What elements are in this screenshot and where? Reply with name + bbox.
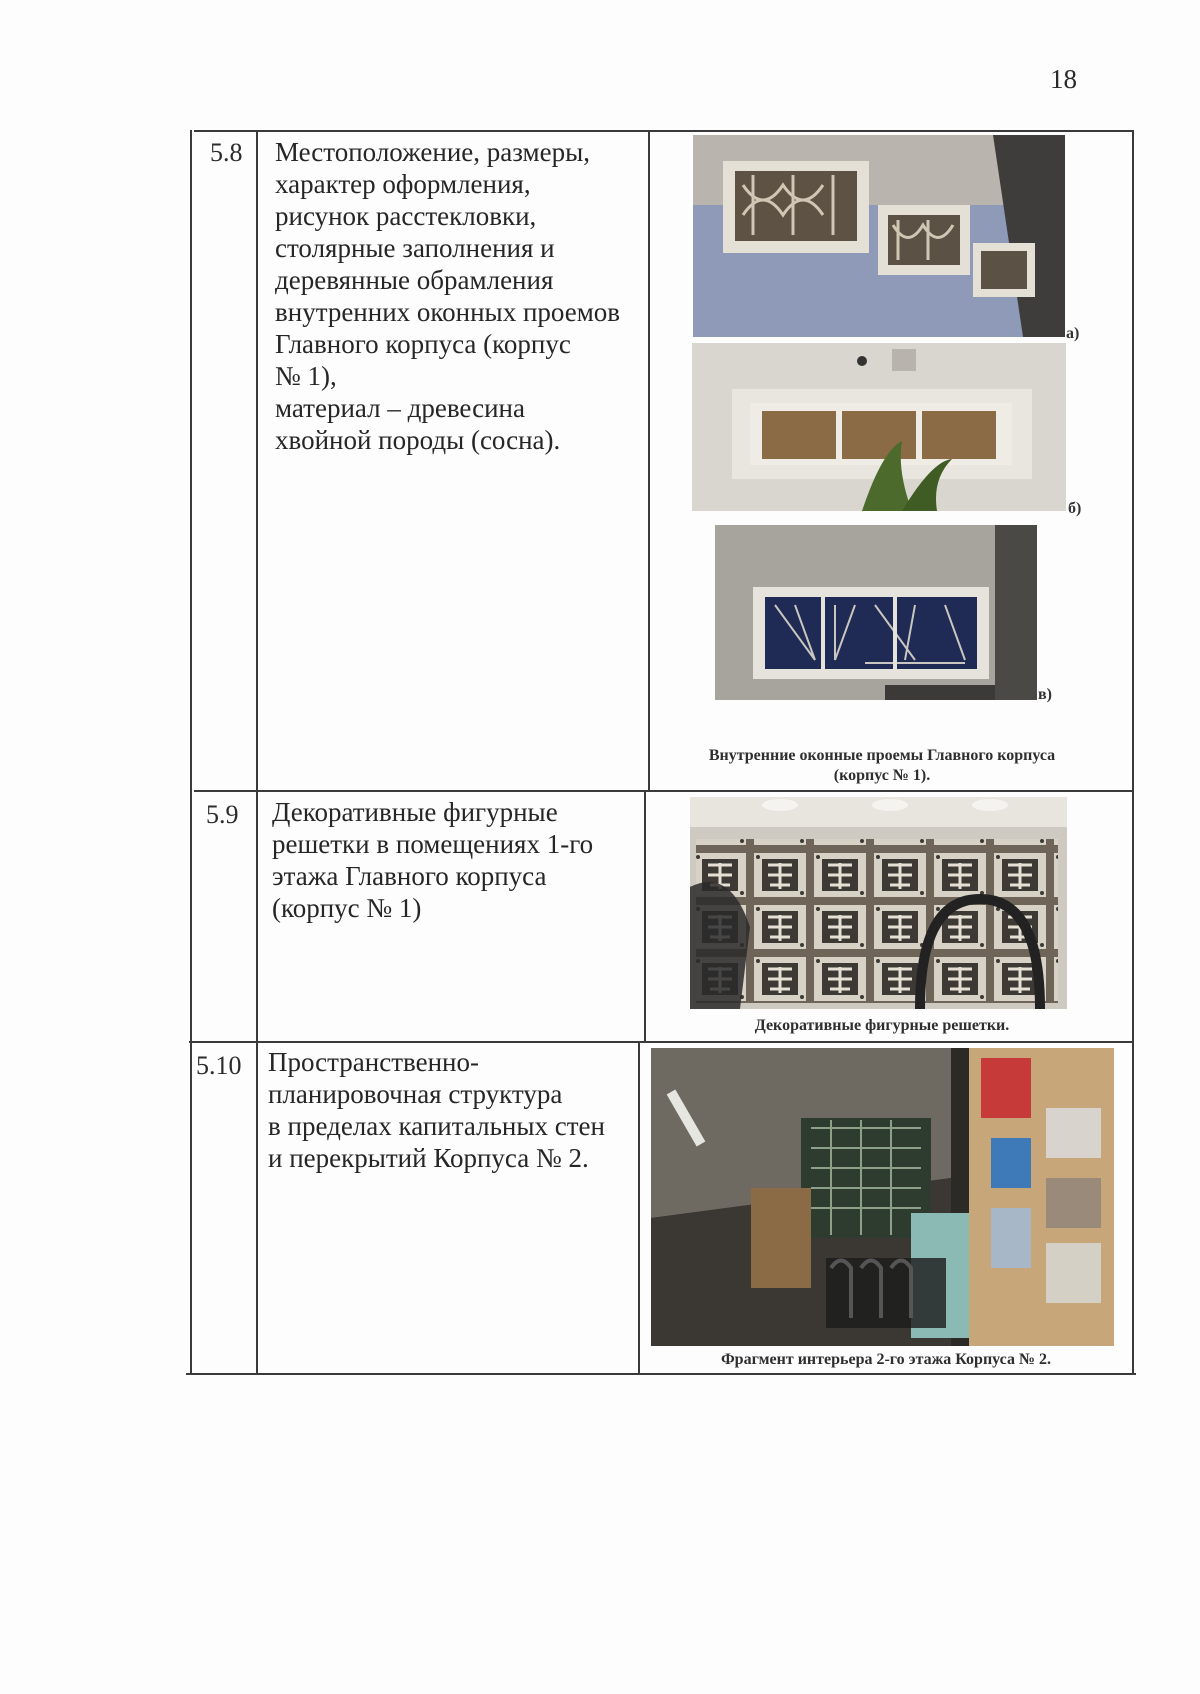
description-line: внутренних оконных проемов <box>275 297 621 327</box>
row-divider-2 <box>189 1041 1134 1043</box>
description-line: столярные заполнения и <box>275 233 555 263</box>
row-description <box>268 1046 605 1174</box>
description-line: Главного корпуса (корпус <box>275 329 571 359</box>
description-line: и перекрытий Корпуса № 2. <box>268 1143 589 1173</box>
column-divider-photo-row2 <box>644 791 646 1043</box>
table-border-left <box>190 130 192 1374</box>
photo-tag: в) <box>1038 686 1052 703</box>
caption-line: Декоративные фигурные решетки. <box>754 1017 1010 1034</box>
heritage-table <box>186 130 1138 1375</box>
row-divider-1 <box>194 790 1134 792</box>
caption-line: Внутренние оконные проемы Главного корпуса <box>708 747 1056 764</box>
photo-window-a <box>693 135 1065 337</box>
photo-tag: а) <box>1066 325 1080 342</box>
row-description <box>272 796 593 924</box>
description-line: в пределах капитальных стен <box>268 1111 605 1141</box>
description-line: деревянные обрамления <box>275 265 554 295</box>
column-divider-photo-row1 <box>648 130 650 792</box>
row-number: 5.10 <box>196 1051 242 1080</box>
caption-line: Фрагмент интерьера 2-го этажа Корпуса № 2. <box>720 1351 1052 1368</box>
description-line: Декоративные фигурные <box>272 797 558 827</box>
page-number: 18 <box>1050 64 1077 94</box>
description-line: планировочная структура <box>268 1079 563 1109</box>
column-divider-number <box>256 130 258 1374</box>
photo-window-c <box>715 525 1037 700</box>
table-border-top <box>194 130 1134 132</box>
row-number: 5.9 <box>206 800 239 829</box>
description-line: № 1), <box>275 361 337 391</box>
photo-tag: б) <box>1068 500 1082 517</box>
row-number: 5.8 <box>210 138 243 167</box>
description-line: материал – древесина <box>275 393 525 423</box>
description-line: Пространственно- <box>268 1047 479 1077</box>
photo-decorative-grilles <box>690 797 1067 1009</box>
table-border-right <box>1132 130 1134 1374</box>
description-line: характер оформления, <box>275 169 531 199</box>
description-line: Местоположение, размеры, <box>275 137 591 167</box>
description-line: хвойной породы (сосна). <box>275 425 561 455</box>
photo-caption <box>656 1350 1116 1370</box>
photo-caption <box>682 746 1082 786</box>
photo-caption <box>682 1016 1082 1036</box>
description-line: (корпус № 1) <box>272 893 422 923</box>
photo-corridor-interior <box>651 1048 1114 1346</box>
description-line: рисунок расстекловки, <box>275 201 537 231</box>
photo-window-b <box>692 343 1066 511</box>
row-description <box>275 136 620 456</box>
description-line: решетки в помещениях 1-го <box>272 829 594 859</box>
table-border-bottom <box>186 1373 1136 1375</box>
caption-line: (корпус № 1). <box>833 767 931 784</box>
column-divider-photo-row3 <box>638 1042 640 1374</box>
description-line: этажа Главного корпуса <box>272 861 547 891</box>
